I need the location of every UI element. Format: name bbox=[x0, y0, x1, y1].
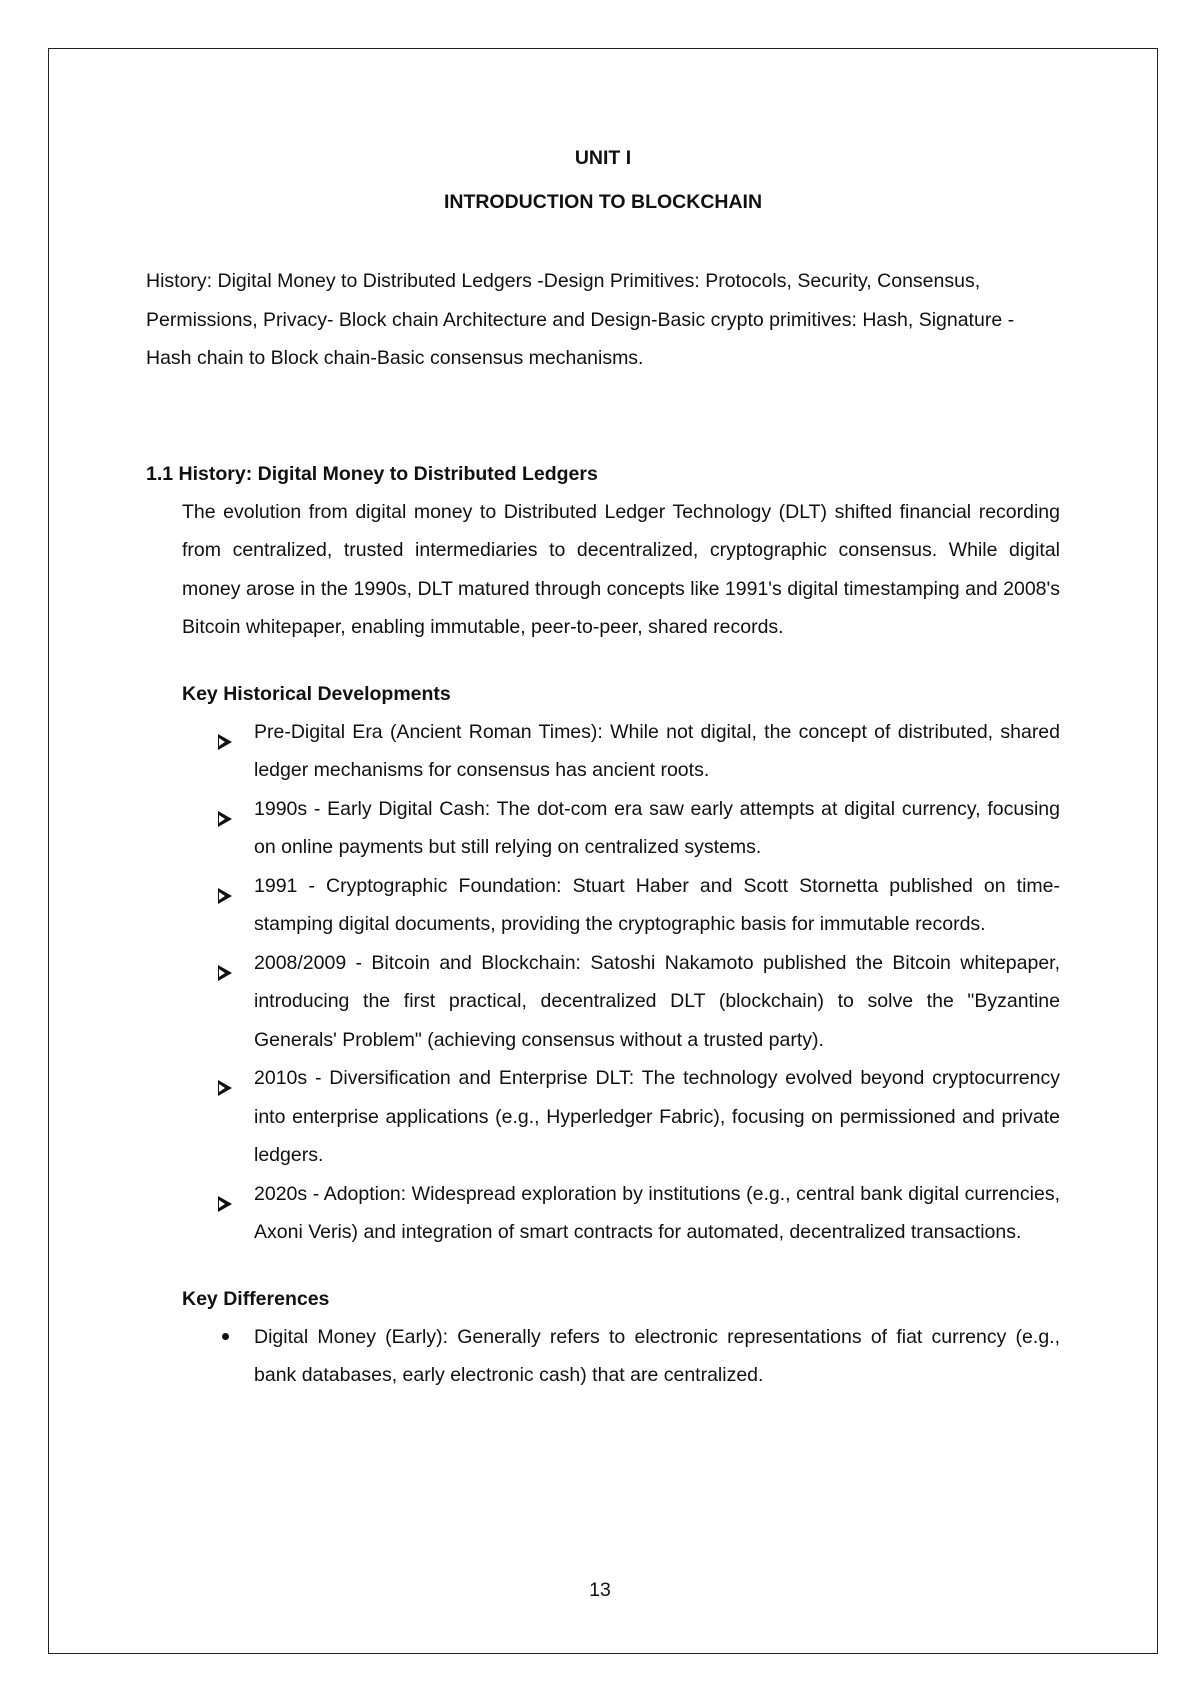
list-item bbox=[182, 1175, 1060, 1252]
list-item-text: 1990s - Early Digital Cash: The dot-com era saw early attempts at digital currency, focusing on online payments but still relying on centralized systems. bbox=[254, 797, 1060, 858]
list-item bbox=[182, 1059, 1060, 1175]
list-item bbox=[182, 790, 1060, 867]
arrow-bullet-icon bbox=[218, 867, 240, 906]
page-number: 13 bbox=[589, 1579, 611, 1601]
key-historical-heading: Key Historical Developments bbox=[182, 682, 451, 705]
list-item bbox=[182, 867, 1060, 944]
key-differences-heading: Key Differences bbox=[182, 1287, 330, 1310]
list-item bbox=[182, 713, 1060, 790]
section-heading: 1.1 History: Digital Money to Distributed Ledgers bbox=[146, 462, 598, 485]
list-item-text: Digital Money (Early): Generally refers to electronic representations of fiat currency (e.g., bank databases, early electronic cash) that are centralized. bbox=[254, 1325, 1060, 1386]
intro-paragraph: The evolution from digital money to Distributed Ledger Technology (DLT) shifted financial recording from centralized, trusted intermediaries to decentralized, cryptographic consensus. While digital money arose in the 1990s, DLT matured through concepts like 1991's digital timestamping and 2008's Bitcoin whitepaper, enabling immutable, peer-to-peer, shared records. bbox=[182, 500, 1060, 638]
arrow-bullet-icon bbox=[218, 790, 240, 829]
arrow-bullet-icon bbox=[218, 713, 240, 752]
arrow-bullet-icon bbox=[218, 1059, 240, 1098]
page-content bbox=[146, 142, 1060, 1395]
historical-developments-list bbox=[182, 713, 1060, 1252]
list-item-text: 1991 - Cryptographic Foundation: Stuart Haber and Scott Stornetta published on time-stamping digital documents, providing the cryptographic basis for immutable records. bbox=[254, 874, 1060, 935]
list-item bbox=[182, 1318, 1060, 1395]
dot-bullet-icon bbox=[218, 1318, 240, 1357]
list-item-text: 2020s - Adoption: Widespread exploration by institutions (e.g., central bank digital currencies, Axoni Veris) and integration of smart contracts for automated, decentralized transactions. bbox=[254, 1182, 1060, 1243]
list-item bbox=[182, 944, 1060, 1060]
unit-subtitle: INTRODUCTION TO BLOCKCHAIN bbox=[443, 191, 763, 213]
syllabus-paragraph: History: Digital Money to Distributed Ledgers -Design Primitives: Protocols, Security, Consensus, Permissions, Privacy- Block chain Architecture and Design-Basic crypto primitives: Hash, Signature - Hash chain to Block chain-Basic consensus mechanisms. bbox=[146, 270, 1015, 369]
list-item-text: 2008/2009 - Bitcoin and Blockchain: Satoshi Nakamoto published the Bitcoin whitepaper, introducing the first practical, decentralized DLT (blockchain) to solve the "Byzantine Generals' Problem" (achieving consensus without a trusted party). bbox=[254, 951, 1060, 1051]
unit-title: UNIT I bbox=[574, 147, 632, 169]
key-differences-list bbox=[182, 1318, 1060, 1395]
arrow-bullet-icon bbox=[218, 1175, 240, 1214]
list-item-text: Pre-Digital Era (Ancient Roman Times): While not digital, the concept of distributed, shared ledger mechanisms for consensus has ancient roots. bbox=[254, 720, 1060, 781]
arrow-bullet-icon bbox=[218, 944, 240, 983]
list-item-text: 2010s - Diversification and Enterprise DLT: The technology evolved beyond cryptocurrency into enterprise applications (e.g., Hyperledger Fabric), focusing on permissioned and private ledgers. bbox=[254, 1067, 1060, 1166]
section-body bbox=[182, 493, 1060, 1395]
